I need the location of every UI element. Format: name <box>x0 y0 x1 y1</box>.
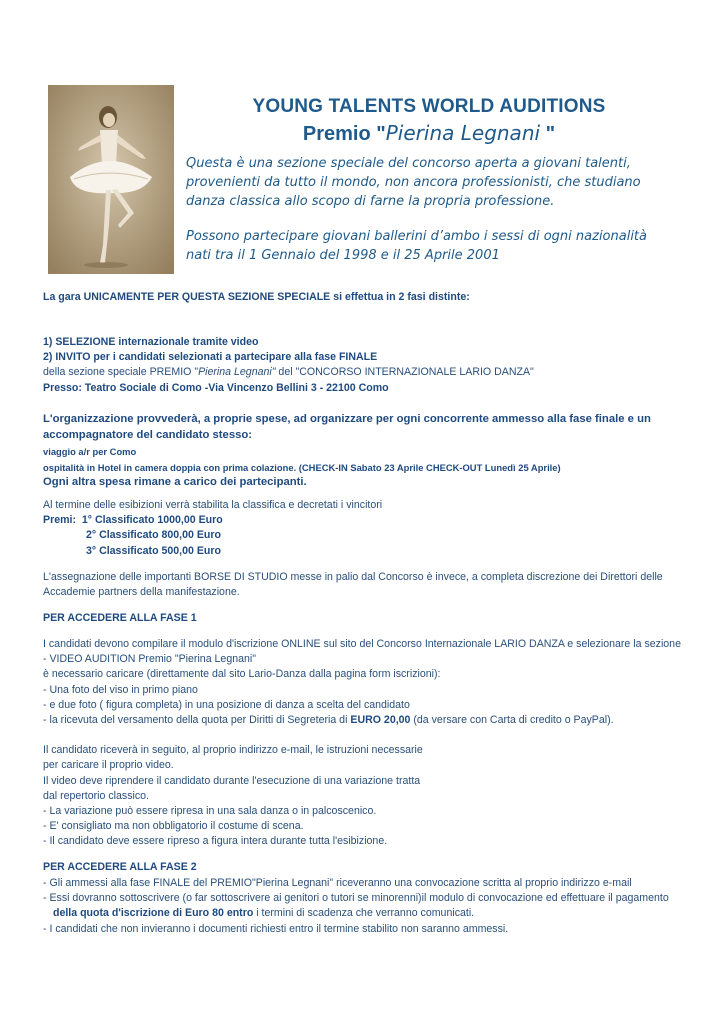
ballerina-photo <box>48 85 174 274</box>
organization-text: L'organizzazione provvederà, a proprie spese, ad organizzare per ogni concorrente ammesso alla fase finale e un accompagnatore del candidato stesso: <box>43 413 651 441</box>
phase1-block: I candidati devono compilare il modulo d'iscrizione ONLINE sul sito del Concorso Internazionale LARIO DANZA e selezionare la sezione - VIDEO AUDITION Premio "Pierina Legnani" è necessario caricare (direttamente dal sito Lario-Danza dalla pagina form iscrizioni): - Una foto del viso in primo piano - e due foto ( figura completa) in una posizione di danza a scelta del candidato - la ricevuta del versamento della quota per Diritti di Segreteria di EURO 20,00 (da versare con Carta di credito o PayPal). Il candidato riceverà in seguito, al proprio indirizzo e-mail, le istruzioni necessarie per caricare il proprio video. Il video deve riprendere il candidato durante l'esecuzione di una variazione tratta dal repertorio classico. - La variazione può essere ripresa in una sala danza o in palcoscenico. - E' consigliato ma non obbligatorio il costume di scena. - Il candidato deve essere ripreso a figura intera durante tutta l'esibizione. <box>43 638 681 848</box>
organization-block <box>43 411 683 491</box>
prize-prefix: Premio " <box>302 123 386 145</box>
prizes-block <box>43 498 683 559</box>
phases-block <box>43 335 683 396</box>
travel-text: viaggio a/r per Como <box>43 446 137 457</box>
prize-second: 2° Classificato 800,00 Euro <box>86 529 221 542</box>
prize-name: Pierina Legnani <box>385 121 541 145</box>
phases-intro: La gara UNICAMENTE PER QUESTA SEZIONE SPECIALE si effettua in 2 fasi distinte: <box>43 291 470 303</box>
phase1-heading: PER ACCEDERE ALLA FASE 1 <box>43 612 197 624</box>
hotel-text: ospitalità in Hotel in camera doppia con prima colazione. (CHECK-IN Sabato 23 Aprile CHECK-OUT Lunedì 25 Aprile) <box>43 462 561 474</box>
intro-paragraph-2: Possono partecipare giovani ballerini d’ambo i sessi di ogni nazionalità nati tra il 1 Gennaio del 1998 e il 25 Aprile 2001 <box>186 229 647 263</box>
prize-title <box>186 121 672 146</box>
prize-suffix: " <box>540 123 556 145</box>
phase2-block: - Gli ammessi alla fase FINALE del PREMIO"Pierina Legnani" riceveranno una convocazione scritta al proprio indirizzo e-mail - Essi dovranno sottoscrivere (o far sottoscrivere ai genitori o tutori se minorenni)il modulo di convocazione ed effettuare il pagamento della quota d'iscrizione di Euro 80 entro i termini di scadenza che verranno comunicati. - I candidati che non invieranno i documenti richiesti entro il termine stabilito non saranno ammessi. <box>43 877 669 935</box>
venue: Presso: Teatro Sociale di Como -Via Vincenzo Bellini 3 - 22100 Como <box>43 381 389 394</box>
page-title: YOUNG TALENTS WORLD AUDITIONS <box>252 96 606 117</box>
phase-2-item: 2) INVITO per i candidati selezionati a partecipare alla fase FINALE <box>43 351 378 364</box>
other-expenses: Ogni altra spesa rimane a carico dei partecipanti. <box>43 476 307 489</box>
prize-first: Premi: 1° Classificato 1000,00 Euro <box>43 514 223 527</box>
scholarships-text: L'assegnazione delle importanti BORSE DI STUDIO messe in palio dal Concorso è invece, a completa discrezione dei Direttori delle Accademie partners della manifestazione. <box>43 571 663 599</box>
phase-1-item: 1) SELEZIONE internazionale tramite video <box>43 336 259 348</box>
intro-paragraph-1: Questa è una sezione speciale del concorso aperta a giovani talenti, provenienti da tutto il mondo, non ancora professionisti, che studiano danza classica allo scopo di farne la propria professione. <box>186 156 641 209</box>
section-line: della sezione speciale PREMIO "Pierina Legnani" del "CONCORSO INTERNAZIONALE LARIO DANZA" <box>43 366 534 379</box>
prize-third: 3° Classificato 500,00 Euro <box>86 544 221 557</box>
ranking-text: Al termine delle esibizioni verrà stabilita la classifica e decretati i vincitori <box>43 499 383 511</box>
phase2-heading: PER ACCEDERE ALLA FASE 2 <box>43 861 197 873</box>
